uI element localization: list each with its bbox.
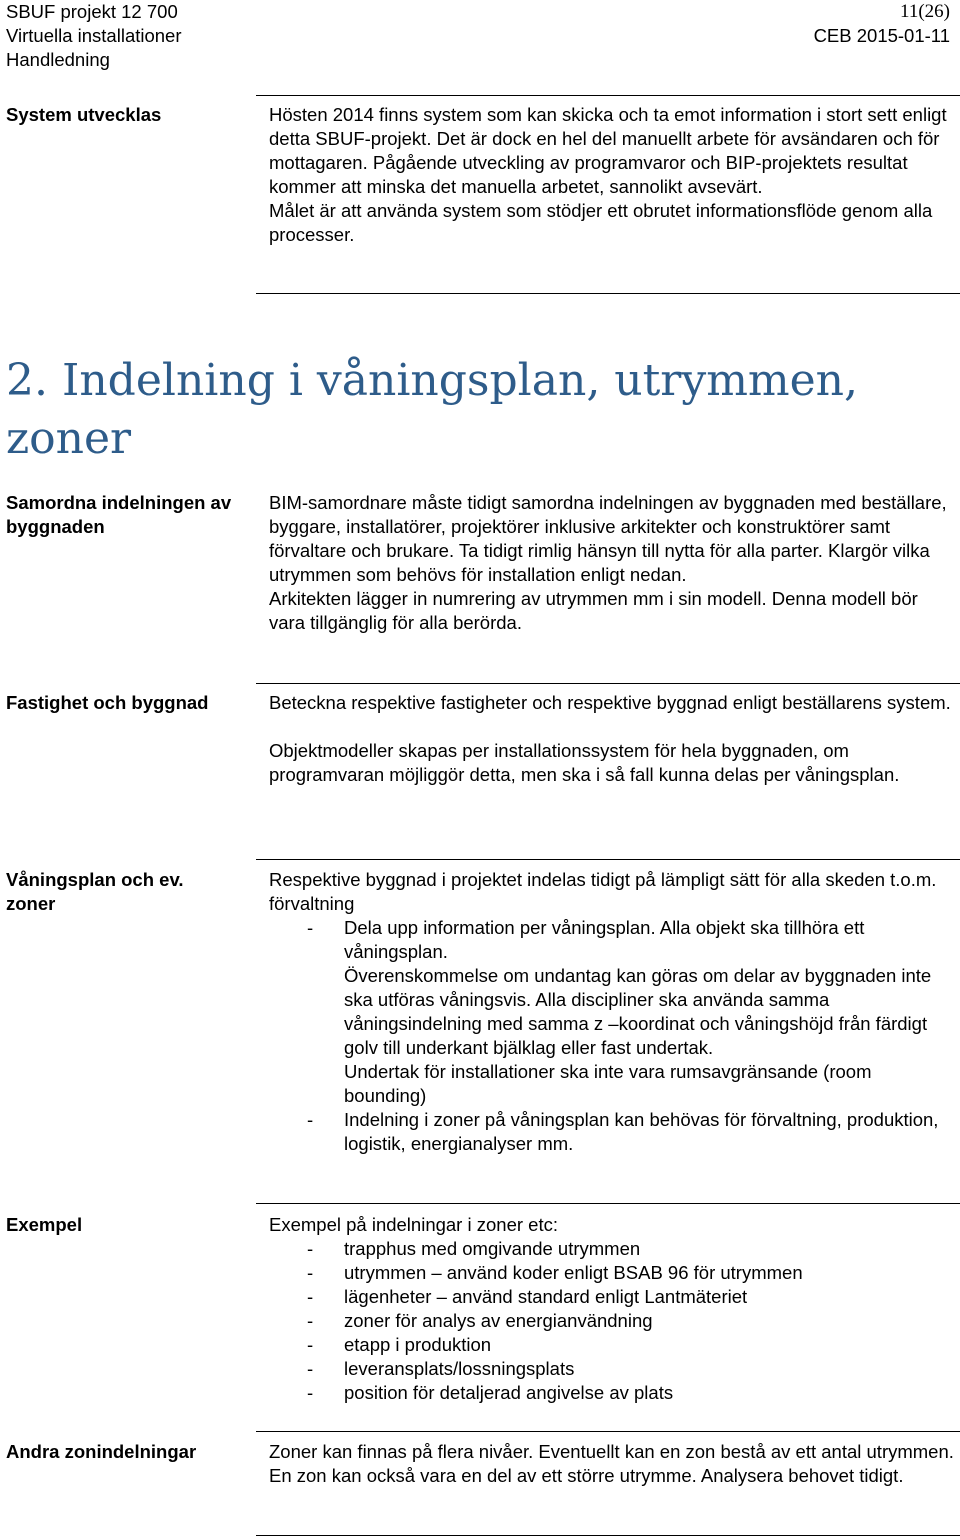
section-divider xyxy=(256,683,960,684)
list-item: - Indelning i zoner på våningsplan kan behövas för förvaltning, produktion, logistik, energianalyser mm. xyxy=(269,1108,954,1156)
page-header-left xyxy=(6,0,182,72)
paragraph: Beteckna respektive fastigheter och respektive byggnad enligt beställarens system. xyxy=(269,692,951,713)
document-type: Handledning xyxy=(6,49,110,70)
chapter-heading: 2. Indelning i våningsplan, utrymmen, zoner xyxy=(6,355,859,464)
project-number: SBUF projekt 12 700 xyxy=(6,1,178,22)
page-header-right xyxy=(814,0,950,48)
paragraph: BIM-samordnare måste tidigt samordna indelningen av byggnaden med beställare, byggare, installatörer, projektörer inklusive arkitekter och konstruktörer samt förvaltare och brukare. Ta tidigt rimlig hänsyn till nytta för alla parter. Klargör vilka utrymmen som behövs för installation enligt nedan. xyxy=(269,492,947,585)
list-item xyxy=(269,916,954,1108)
list-item: - etapp i produktion xyxy=(269,1333,954,1357)
margin-label-samordna: Samordna indelningen av byggnaden xyxy=(6,492,232,537)
margin-label-andra: Andra zonindelningar xyxy=(6,1441,197,1462)
system-utvecklas-text xyxy=(269,103,954,247)
section-divider xyxy=(256,859,960,860)
paragraph: Zoner kan finnas på flera nivåer. Eventuellt kan en zon bestå av ett antal utrymmen. En zon kan också vara en del av ett större utrymme. Analysera behovet tidigt. xyxy=(269,1441,954,1486)
list-item: - utrymmen – använd koder enligt BSAB 96 för utrymmen xyxy=(269,1261,954,1285)
samordna-text xyxy=(269,491,954,635)
margin-label-system-utvecklas: System utvecklas xyxy=(6,104,162,125)
list-item: - leveransplats/lossningsplats xyxy=(269,1357,954,1381)
section-divider xyxy=(256,1431,960,1432)
paragraph: Respektive byggnad i projektet indelas tidigt på lämpligt sätt för alla skeden t.o.m. förvaltning xyxy=(269,869,937,914)
fastighet-text xyxy=(269,691,954,787)
section-divider xyxy=(256,1203,960,1204)
list-item-text: Överenskommelse om undantag kan göras om delar av byggnaden inte ska utföras våningsvis. Alla discipliner ska använda samma våningsindelning med samma z –koordinat och våningshöjd från färdigt golv till underkant bjälklag eller fast undertak. xyxy=(344,965,932,1058)
andra-text xyxy=(269,1440,954,1488)
section-divider xyxy=(256,1535,960,1536)
document-date: CEB 2015-01-11 xyxy=(813,25,950,46)
vaningsplan-text xyxy=(269,868,954,1156)
list-item: - position för detaljerad angivelse av plats xyxy=(269,1381,954,1405)
vaningsplan-list xyxy=(269,916,954,1156)
list-item-text: Undertak för installationer ska inte vara rumsavgränsande (room bounding) xyxy=(344,1061,872,1106)
margin-label-fastighet: Fastighet och byggnad xyxy=(6,692,209,713)
list-item-text: - Dela upp information per våningsplan. Alla objekt ska tillhöra ett våningsplan. xyxy=(344,917,865,962)
margin-label-exempel: Exempel xyxy=(6,1214,83,1235)
margin-label-vaningsplan: Våningsplan och ev. zoner xyxy=(6,869,184,914)
paragraph: Exempel på indelningar i zoner etc: xyxy=(269,1214,558,1235)
paragraph: Målet är att använda system som stödjer ett obrutet informationsflöde genom alla processer. xyxy=(269,200,933,245)
section-divider xyxy=(256,293,960,294)
exempel-text xyxy=(269,1213,954,1405)
project-subtitle: Virtuella installationer xyxy=(6,25,182,46)
paragraph: Hösten 2014 finns system som kan skicka och ta emot information i stort sett enligt detta SBUF-projekt. Det är dock en hel del manuellt arbete för avsändaren och för mottagaren. Pågående utveckling av programvaror och BIP-projektets resultat kommer att minska det manuella arbetet, sannolikt avsevärt. xyxy=(269,104,947,197)
list-item: - trapphus med omgivande utrymmen xyxy=(269,1237,954,1261)
paragraph: Arkitekten lägger in numrering av utrymmen mm i sin modell. Denna modell bör vara tillgänglig för alla berörda. xyxy=(269,588,918,633)
section-divider xyxy=(256,95,960,96)
paragraph: Objektmodeller skapas per installationssystem för hela byggnaden, om programvaran möjliggör detta, men ska i så fall kunna delas per våningsplan. xyxy=(269,740,900,785)
exempel-list xyxy=(269,1237,954,1405)
list-item: - lägenheter – använd standard enligt Lantmäteriet xyxy=(269,1285,954,1309)
list-item: - zoner för analys av energianvändning xyxy=(269,1309,954,1333)
page-number: 11(26) xyxy=(900,1,950,22)
